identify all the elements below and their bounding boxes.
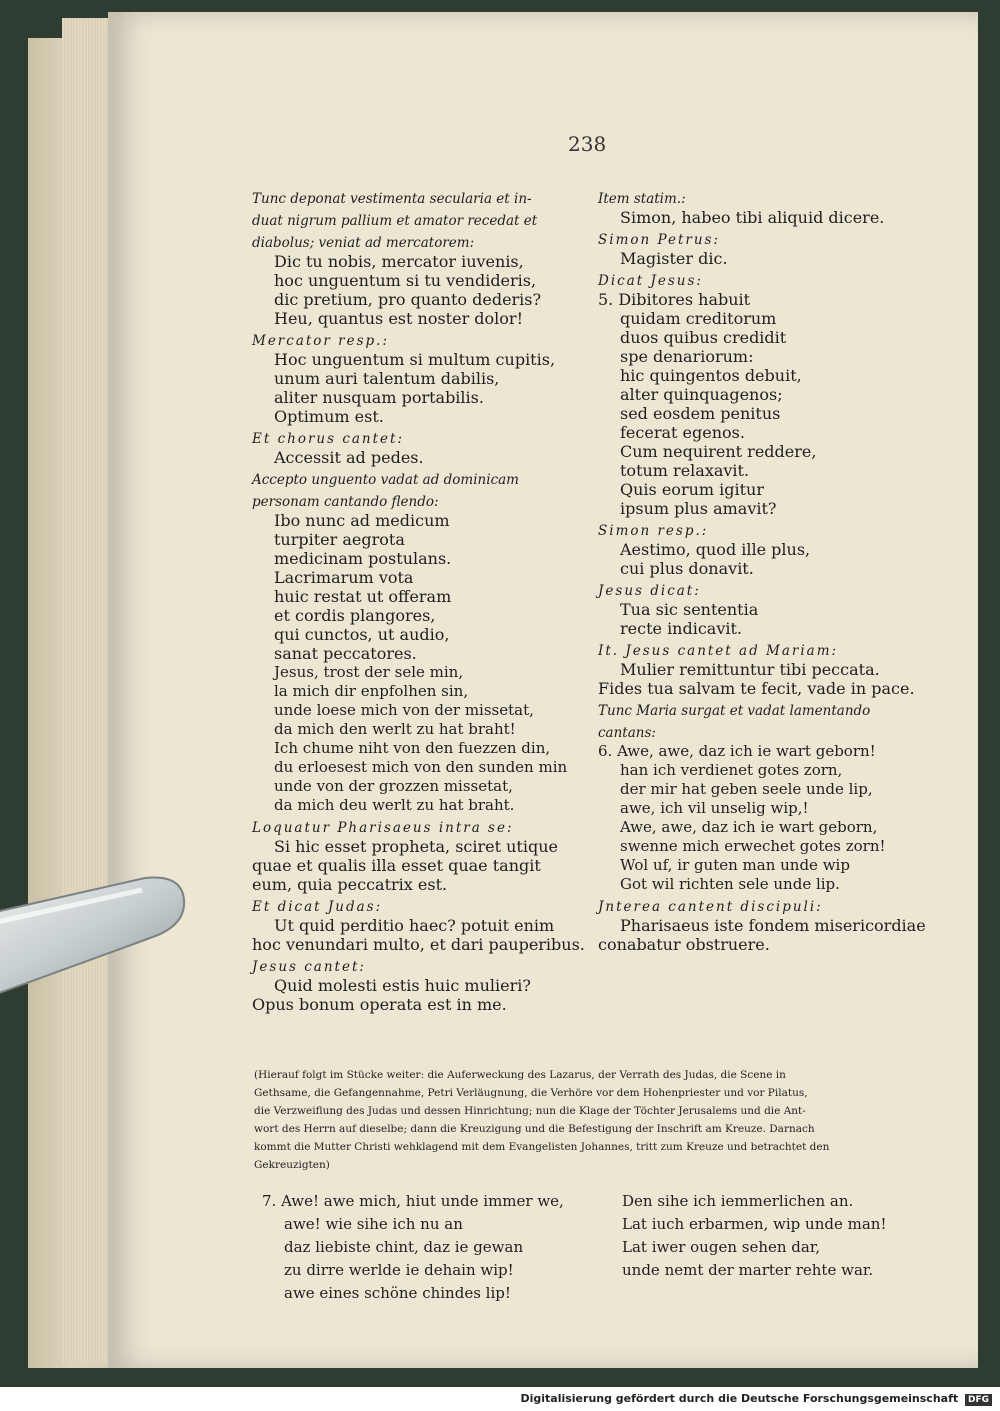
latin-verse-line: Lacrimarum vota: [274, 568, 414, 587]
note-line: Gekreuzigten): [254, 1159, 330, 1171]
latin-verse-line: sed eosdem penitus: [620, 404, 781, 423]
latin-verse-line: Mulier remittuntur tibi peccata.: [620, 660, 880, 679]
latin-verse-line: eum, quia peccatrix est.: [252, 875, 448, 894]
stanza-line: awe eines schöne chindes lip!: [284, 1284, 511, 1302]
speaker-heading: Simon resp.:: [598, 523, 709, 539]
latin-verse-line: Si hic esset propheta, sciret utique: [274, 837, 558, 856]
numbered-german-line: 6. Awe, awe, daz ich ie wart geborn!: [598, 742, 876, 760]
latin-verse-line: Quis eorum igitur: [620, 480, 765, 499]
latin-verse-line: et cordis plangores,: [274, 606, 436, 625]
german-verse-line: unde von der grozzen missetat,: [274, 777, 513, 795]
latin-verse-line: Cum nequirent reddere,: [620, 442, 817, 461]
speaker-heading: Mercator resp.:: [252, 333, 390, 349]
latin-verse-line: Opus bonum operata est in me.: [252, 995, 507, 1014]
speaker-heading: Dicat Jesus:: [598, 273, 703, 289]
speaker-heading: Et dicat Judas:: [252, 899, 383, 915]
german-verse-line: swenne mich erwechet gotes zorn!: [620, 837, 886, 855]
latin-verse-line: fecerat egenos.: [620, 423, 745, 442]
german-verse-line: Got wil richten sele unde lip.: [620, 875, 840, 893]
magnifier-glass: [0, 860, 200, 1000]
german-verse-line: la mich dir enpfolhen sin,: [274, 682, 469, 700]
stage-direction: diabolus; veniat ad mercatorem:: [252, 235, 475, 251]
german-verse-line: han ich verdienet gotes zorn,: [620, 761, 843, 779]
stanza-line: zu dirre werlde ie dehain wip!: [284, 1261, 514, 1279]
latin-verse-line: alter quinquagenos;: [620, 385, 783, 404]
page-number: 238: [568, 132, 607, 156]
stanza-line: 7. Awe! awe mich, hiut unde immer we,: [262, 1192, 564, 1210]
stanza-line: awe! wie sihe ich nu an: [284, 1215, 463, 1233]
latin-verse-line: Quid molesti estis huic mulieri?: [274, 976, 531, 995]
german-verse-line: Wol uf, ir guten man unde wip: [620, 856, 850, 874]
latin-verse-line: ipsum plus amavit?: [620, 499, 777, 518]
stage-direction: Item statim.:: [598, 191, 686, 207]
speaker-heading: It. Jesus cantet ad Mariam:: [598, 643, 839, 659]
latin-verse-line: Fides tua salvam te fecit, vade in pace.: [598, 679, 915, 698]
german-verse-line: Awe, awe, daz ich ie wart geborn,: [620, 818, 878, 836]
latin-verse-line: Tua sic sententia: [620, 600, 759, 619]
latin-verse-line: aliter nusquam portabilis.: [274, 388, 484, 407]
latin-verse-line: Pharisaeus iste fondem misericordiae: [620, 916, 926, 935]
dfg-logo: DFG: [965, 1394, 992, 1406]
stanza-line: daz liebiste chint, daz ie gewan: [284, 1238, 524, 1256]
speaker-heading: Jesus dicat:: [598, 583, 701, 599]
credit-text: Digitalisierung gefördert durch die Deutsche Forschungsgemeinschaft: [520, 1392, 959, 1405]
right-column: [598, 186, 928, 954]
latin-verse-line: huic restat ut offeram: [274, 587, 452, 606]
stage-direction: Tunc Maria surgat et vadat lamentando: [598, 703, 871, 719]
note-line: kommt die Mutter Christi wehklagend mit dem Evangelisten Johannes, tritt zum Kreuze und betrachtet den: [254, 1141, 830, 1153]
latin-verse-line: quidam creditorum: [620, 309, 777, 328]
stanza-line: Lat iwer ougen sehen dar,: [622, 1238, 821, 1256]
latin-verse-line: dic pretium, pro quanto dederis?: [274, 290, 542, 309]
latin-verse-line: qui cunctos, ut audio,: [274, 625, 450, 644]
latin-verse-line: sanat peccatores.: [274, 644, 417, 663]
latin-verse-line: Dic tu nobis, mercator iuvenis,: [274, 252, 524, 271]
latin-verse-line: Ibo nunc ad medicum: [274, 511, 450, 530]
latin-verse-line: recte indicavit.: [620, 619, 743, 638]
speaker-heading: Jesus cantet:: [252, 959, 366, 975]
stanza-line: Den sihe ich iemmerlichen an.: [622, 1192, 854, 1210]
latin-verse-line: unum auri talentum dabilis,: [274, 369, 500, 388]
latin-verse-line: Heu, quantus est noster dolor!: [274, 309, 523, 328]
stanza-line: Lat iuch erbarmen, wip unde man!: [622, 1215, 887, 1233]
latin-verse-line: Optimum est.: [274, 407, 384, 426]
speaker-heading: Loquatur Pharisaeus intra se:: [252, 820, 514, 836]
latin-verse-line: quae et qualis illa esset quae tangit: [252, 856, 541, 875]
german-verse-line: der mir hat geben seele unde lip,: [620, 780, 873, 798]
latin-verse-line: totum relaxavit.: [620, 461, 750, 480]
latin-verse-line: Hoc unguentum si multum cupitis,: [274, 350, 556, 369]
stage-direction: personam cantando flendo:: [252, 494, 439, 510]
stage-direction: Tunc deponat vestimenta secularia et in-: [252, 191, 532, 207]
speaker-heading: Et chorus cantet:: [252, 431, 405, 447]
latin-verse-line: medicinam postulans.: [274, 549, 452, 568]
numbered-verse-line: 5. Dibitores habuit: [598, 290, 751, 309]
german-verse-line: Ich chume niht von den fuezzen din,: [274, 739, 551, 757]
latin-verse-line: Accessit ad pedes.: [274, 448, 424, 467]
latin-verse-line: spe denariorum:: [620, 347, 754, 366]
stage-direction: duat nigrum pallium et amator recedat et: [252, 213, 538, 229]
left-column: [252, 186, 590, 1014]
latin-verse-line: Ut quid perditio haec? potuit enim: [274, 916, 555, 935]
speaker-heading: Jnterea cantent discipuli:: [598, 899, 823, 915]
note-line: Gethsame, die Gefangennahme, Petri Verläugnung, die Verhöre vor dem Hohenpriester und vor Pilatus,: [254, 1087, 808, 1099]
german-verse-line: da mich deu werlt zu hat braht.: [274, 796, 515, 814]
latin-verse-line: Magister dic.: [620, 249, 728, 268]
latin-verse-line: hic quingentos debuit,: [620, 366, 802, 385]
german-verse-line: da mich den werlt zu hat braht!: [274, 720, 516, 738]
german-verse-line: du erloesest mich von den sunden min: [274, 758, 568, 776]
latin-verse-line: hoc venundari multo, et dari pauperibus.: [252, 935, 585, 954]
german-verse-line: Jesus, trost der sele min,: [274, 663, 464, 681]
stanza-line: unde nemt der marter rehte war.: [622, 1261, 874, 1279]
stage-direction: Accepto unguento vadat ad dominicam: [252, 472, 519, 488]
latin-verse-line: Simon, habeo tibi aliquid dicere.: [620, 208, 885, 227]
footer-credit: [520, 1392, 992, 1406]
speaker-heading: Simon Petrus:: [598, 232, 720, 248]
note-line: wort des Herrn auf dieselbe; dann die Kreuzigung und die Befestigung der Inschrift am Kreuze. Darnach: [254, 1123, 815, 1135]
note-line: (Hierauf folgt im Stücke weiter: die Auferweckung des Lazarus, der Verrath des Judas, die Scene in: [254, 1069, 786, 1081]
stage-direction: cantans:: [598, 725, 656, 741]
stanza-7-right: [622, 1190, 886, 1282]
latin-verse-line: turpiter aegrota: [274, 530, 405, 549]
latin-verse-line: Aestimo, quod ille plus,: [620, 540, 811, 559]
latin-verse-line: duos quibus credidit: [620, 328, 787, 347]
latin-verse-line: hoc unguentum si tu vendideris,: [274, 271, 537, 290]
latin-verse-line: conabatur obstruere.: [598, 935, 770, 954]
german-verse-line: unde loese mich von der missetat,: [274, 701, 534, 719]
editorial-note: [254, 1066, 918, 1174]
stanza-7-left: [262, 1190, 564, 1305]
german-verse-line: awe, ich vil unselig wip,!: [620, 799, 809, 817]
latin-verse-line: cui plus donavit.: [620, 559, 754, 578]
note-line: die Verzweiflung des Judas und dessen Hinrichtung; nun die Klage der Töchter Jerusalems und die Ant-: [254, 1105, 806, 1117]
